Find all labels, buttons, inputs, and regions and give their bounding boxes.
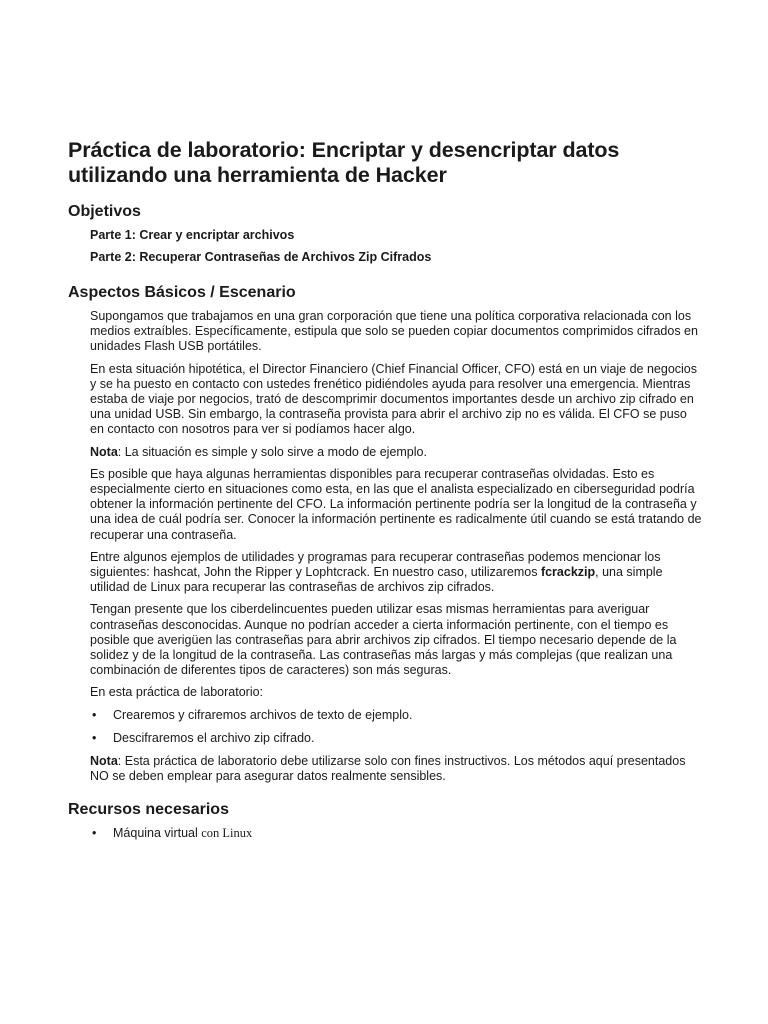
list-item: • Descifraremos el archivo zip cifrado. [113, 731, 702, 746]
list-item: • Crearemos y cifraremos archivos de texto de ejemplo. [113, 708, 702, 723]
text-run: Entre algunos ejemplos de utilidades y programas para recuperar contraseñas podemos mencionar los siguientes: hashcat, John the Ripper y Lophtcrack. En nuestro caso, utilizaremos [90, 549, 661, 580]
list-item [113, 826, 702, 841]
paragraph: Es posible que haya algunas herramientas disponibles para recuperar contraseñas olvidadas. Esto es especialmente cierto en situaciones como esta, en las que el analista especializado en ciberseguridad podría obtener la información pertinente del CFO. La información pertinente podría ser la longitud de la contraseña y una idea de cuál podría ser. Conocer la información pertinente es radicalmente útil cuando se está tratando de recuperar una contraseña. [90, 466, 702, 542]
paragraph: En esta práctica de laboratorio: [90, 685, 264, 700]
resources-list [68, 826, 702, 841]
objetivo-parte-1: Parte 1: Crear y encriptar archivos [90, 228, 295, 242]
paragraph: Supongamos que trabajamos en una gran corporación que tiene una política corporativa relacionada con los medios extraíbles. Específicamente, estipula que solo se pueden copiar documentos comprimidos cifrados en unidades Flash USB portátiles. [90, 309, 698, 354]
nota-label: Nota [90, 444, 118, 459]
bullet-list [68, 708, 702, 746]
paragraph: En esta situación hipotética, el Director Financiero (Chief Financial Officer, CFO) está en un viaje de negocios y se ha puesto en contacto con ustedes frenético pidiéndoles ayuda para resolver una emergencia. Mientras estaba de viaje por negocios, trató de descomprimir documentos importantes desde un archivo zip cifrado en una unidad USB. Sin embargo, la contraseña provista para abrir el archivo zip no es válida. El CFO se puso en contacto con nosotros para ver si podíamos hacer algo. [90, 361, 698, 437]
text-run: Máquina virtual [113, 826, 202, 841]
objetivo-parte-2: Parte 2: Recuperar Contraseñas de Archivos Zip Cifrados [90, 250, 432, 264]
text-run: con Linux [201, 826, 253, 841]
recursos-heading: Recursos necesarios [68, 801, 229, 819]
nota-paragraph [90, 754, 702, 784]
fcrackzip-term: fcrackzip [540, 565, 596, 580]
paragraph: Tengan presente que los ciberdelincuentes pueden utilizar esas mismas herramientas para averiguar contraseñas desconocidas. Aunque no podrían acceder a cierta información pertinente, con el tiempo es posible que averigüen las contraseñas para abrir archivos zip cifrados. El tiempo necesario depende de la solidez y de la longitud de la contraseña. Las contraseñas más largas y más complejas (que realizan una combinación de diferentes tipos de caracteres) son más seguras. [90, 602, 677, 678]
text-run: , una simple utilidad de Linux para recuperar las contraseñas de archivos zip cifrados. [90, 565, 663, 595]
nota-text: : Esta práctica de laboratorio debe utilizarse solo con fines instructivos. Los métodos aquí presentados NO se deben emplear para asegurar datos realmente sensibles. [90, 753, 686, 783]
nota-text: : La situación es simple y solo sirve a modo de ejemplo. [117, 444, 427, 459]
nota-paragraph [90, 445, 702, 460]
page-title: Práctica de laboratorio: Encriptar y desencriptar datos utilizando una herramienta de Hacker [68, 138, 620, 187]
objetivos-heading: Objetivos [68, 203, 141, 220]
aspectos-heading: Aspectos Básicos / Escenario [68, 284, 296, 301]
paragraph [90, 550, 702, 596]
nota-label: Nota [90, 753, 118, 768]
document-page [68, 138, 702, 849]
